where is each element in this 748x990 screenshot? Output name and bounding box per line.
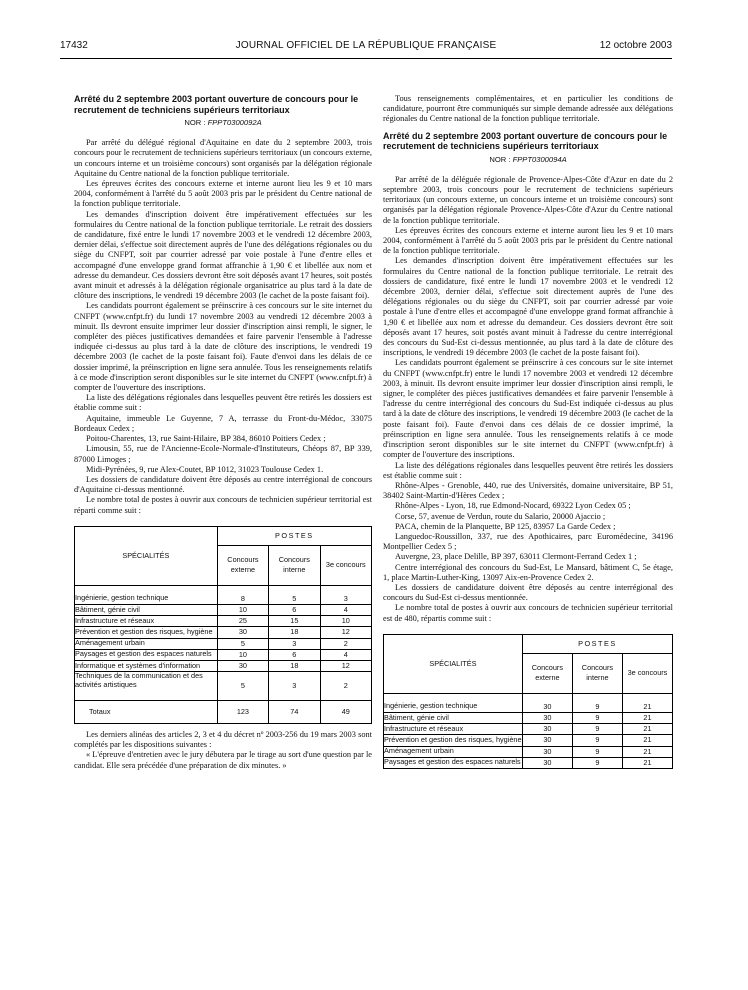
spec-cell: Informatique et systèmes d'information — [75, 660, 218, 671]
intro-paragraph: Tous renseignements complémentaires, et en particulier les conditions de candidature, pourront être communiqués sur simple demande adressée aux délégations régionales du Centre national de la fonction publique territoriale. — [383, 94, 673, 124]
col-header-externe: Concours externe — [217, 545, 268, 585]
page-header — [60, 40, 672, 56]
value-cell: 10 — [217, 604, 268, 615]
table-row — [75, 585, 372, 604]
paragraph: Les demandes d'inscription doivent être impérativement effectuées sur les formulaires du Centre national de la fonction publique territoriale. Le retrait des dossiers de candidature, fixé entre le lundi 17 novembre 2003 et le vendredi 12 décembre 2003, dernier délai, s'effectue soit directement auprès de l'une des délégations régionales ou du siège du CNFPT, soit par courrier adressé par voie postale à l'une d'entre elles et accompagné d'une enveloppe grand format affranchie à 1,90 € et libellée aux nom et adresse du demandeur. Ces dossiers devront être soit déposés avant 17 heures, soit postés avant minuit à l'adresse du centre interrégional des concours du Sud-Est ci-dessus mentionnée, au plus tard à la date de clôture des inscriptions, le vendredi 19 décembre 2003 (le cachet de la poste faisant foi). — [383, 256, 673, 358]
value-cell: 30 — [522, 757, 572, 768]
spec-cell: Bâtiment, génie civil — [384, 712, 523, 723]
value-cell: 5 — [217, 638, 268, 649]
paragraph: Les derniers alinéas des articles 2, 3 et 4 du décret nº 2003-256 du 19 mars 2003 sont complétés par les dispositions suivantes : — [74, 729, 372, 750]
value-cell: 21 — [622, 757, 672, 768]
spec-cell: Infrastructure et réseaux — [384, 724, 523, 735]
value-cell: 30 — [522, 724, 572, 735]
value-cell: 6 — [269, 649, 320, 660]
postes-header: POSTES — [217, 526, 371, 545]
value-cell: 21 — [622, 724, 672, 735]
value-cell: 30 — [522, 712, 572, 723]
paragraph: Le nombre total de postes à ouvrir aux concours de technicien supérieur territorial est de 480, répartis comme suit : — [383, 603, 673, 623]
value-cell: 3 — [269, 638, 320, 649]
right-column — [383, 94, 673, 769]
paragraph: Les candidats pourront également se préinscrire à ces concours sur le site internet du CNFPT (www.cnfpt.fr) du lundi 17 novembre 2003 au vendredi 12 décembre 2003 à minuit. Ils devront ensuite imprimer leur dossier d'inscription ainsi rempli, le signer, le compléter des pièces justificatives demandées et faire parvenir l'ensemble à l'adresse indiquée ci-dessus au plus tard à la date de clôture des inscriptions, le vendredi 19 décembre 2003 (le cachet de la poste faisant foi). Faute d'envoi dans les délais de ce dossier imprimé, la préinscription en ligne sera annulée. Tous les renseignements relatifs à ce mode d'inscription seront disponibles sur le site internet du CNFPT (www.cnfpt.fr) à compter de l'ouverture des inscriptions. — [74, 301, 372, 393]
nor-label: NOR : — [184, 118, 206, 127]
spec-cell: Prévention et gestion des risques, hygiène — [384, 735, 523, 746]
value-cell: 25 — [217, 616, 268, 627]
header-rule — [60, 58, 672, 59]
paragraph: Corse, 57, avenue de Verdun, route du Salario, 20000 Ajaccio ; — [395, 511, 606, 521]
paragraph: Par arrêté du délégué régional d'Aquitaine en date du 2 septembre 2003, trois concours pour le recrutement de techniciens supérieurs territoriaux (un concours externe, un concours interne et un troisième concours) sont organisés par la délégation régionale Aquitaine du Centre national de la fonction publique territoriale. — [74, 138, 372, 178]
value-cell: 5 — [217, 672, 268, 701]
value-cell: 12 — [320, 627, 371, 638]
table-row — [75, 649, 372, 660]
spec-header: SPÉCIALITÉS — [75, 526, 218, 585]
postes-table — [74, 526, 372, 724]
paragraph: Auvergne, 23, place Delille, BP 397, 63011 Clermont-Ferrand Cedex 1 ; — [395, 552, 637, 562]
paragraph: Aquitaine, immeuble Le Guyenne, 7 A, terrasse du Front-du-Médoc, 33075 Bordeaux Cedex ; — [74, 413, 372, 433]
value-cell: 3 — [269, 672, 320, 701]
left-column — [74, 94, 372, 771]
paragraph: La liste des délégations régionales dans lesquelles peuvent être retirés les dossiers est établie comme suit : — [74, 393, 372, 413]
value-cell: 10 — [217, 649, 268, 660]
paragraph: Les épreuves écrites des concours externe et interne auront lieu les 9 et 10 mars 2004, conformément à l'arrêté du 5 août 2003 pris par le président du Centre national de la fonction publique territoriale. — [74, 179, 372, 209]
value-cell: 30 — [522, 746, 572, 757]
value-cell: 4 — [320, 649, 371, 660]
value-cell: 30 — [522, 735, 572, 746]
spec-cell: Prévention et gestion des risques, hygiène — [75, 627, 218, 638]
nor-reference — [383, 155, 673, 165]
table-row — [384, 746, 673, 757]
paragraph: La liste des délégations régionales dans lesquelles peuvent être retirés les dossiers est établie comme suit : — [383, 460, 673, 480]
paragraph: Languedoc-Roussillon, 337, rue des Apothicaires, parc Euromédecine, 34196 Montpellier Cedex 5 ; — [383, 531, 673, 552]
nor-label: NOR : — [489, 154, 511, 164]
table-row — [384, 735, 673, 746]
table-row — [384, 693, 673, 712]
table-row — [75, 616, 372, 627]
value-cell: 9 — [572, 712, 622, 723]
paragraph: Midi-Pyrénées, 9, rue Alex-Coutet, BP 1012, 31023 Toulouse Cedex 1. — [86, 464, 324, 474]
value-cell: 2 — [320, 672, 371, 701]
postes-header: POSTES — [522, 634, 672, 653]
journal-title: JOURNAL OFFICIEL DE LA RÉPUBLIQUE FRANÇAISE — [235, 40, 497, 51]
table-row — [75, 627, 372, 638]
paragraph: Les dossiers de candidature doivent être déposés au centre interrégional des concours du Sud-Est ci-dessus mentionnée. — [383, 582, 673, 603]
paragraph: Centre interrégional des concours du Sud-Est, Le Mansard, bâtiment C, 5e étage, 1, place Martin-Luther-King, 13097 Aix-en-Provence Cedex 2. — [383, 562, 673, 582]
paragraph: Rhône-Alpes - Grenoble, 440, rue des Universités, domaine universitaire, BP 51, 38402 Saint-Martin-d'Hères Cedex ; — [383, 480, 673, 501]
spec-cell: Techniques de la communication et des activités artistiques — [75, 672, 218, 701]
total-value: 49 — [320, 700, 371, 723]
table-row — [384, 724, 673, 735]
col-header-interne: Concours interne — [572, 653, 622, 693]
table-row — [75, 604, 372, 615]
paragraph: Les demandes d'inscription doivent être impérativement effectuées sur les formulaires du Centre national de la fonction publique territoriale. Le retrait des dossiers de candidature, fixé entre le lundi 17 novembre 2003 et le vendredi 12 décembre 2003, dernier délai, s'effectue soit directement auprès de l'une des délégations régionales ou du siège du CNFPT, soit par courrier adressé par voie postale à l'une d'entre elles et accompagné d'une enveloppe grand format affranchie à 1,90 € et libellée aux nom et adresse du demandeur. Ces dossiers devront être soit déposés avant 17 heures, soit postés avant minuit et adressés à la délégation régionale organisatrice au plus tard à la date de clôture des inscriptions, le vendredi 19 décembre 2003 (le cachet de la poste faisant foi). — [74, 209, 372, 301]
value-cell: 12 — [320, 660, 371, 671]
spec-cell: Paysages et gestion des espaces naturels — [75, 649, 218, 660]
value-cell: 6 — [269, 604, 320, 615]
postes-table — [383, 634, 673, 769]
paragraph: Le nombre total de postes à ouvrir aux concours de technicien supérieur territorial est réparti comme suit : — [74, 495, 372, 515]
value-cell: 2 — [320, 638, 371, 649]
issue-date: 12 octobre 2003 — [599, 40, 672, 51]
value-cell: 30 — [522, 693, 572, 712]
article-title: Arrêté du 2 septembre 2003 portant ouverture de concours pour le recrutement de techniciens supérieurs territoriaux — [383, 130, 668, 152]
table-row — [75, 660, 372, 671]
value-cell: 21 — [622, 735, 672, 746]
total-label: Totaux — [75, 700, 218, 723]
col-header-troisieme: 3e concours — [320, 545, 371, 585]
table-row — [75, 672, 372, 701]
spec-cell: Infrastructure et réseaux — [75, 616, 218, 627]
paragraph: « L'épreuve d'entretien avec le jury débutera par le tirage au sort d'une question par le candidat. Elle sera précédée d'une préparation de dix minutes. » — [74, 750, 372, 770]
value-cell: 21 — [622, 712, 672, 723]
paragraph: Les épreuves écrites des concours externe et interne auront lieu les 9 et 10 mars 2004, conformément à l'arrêté du 5 août 2003 pris par le président du Centre national de la fonction publique territoriale. — [383, 225, 673, 256]
total-value: 74 — [269, 700, 320, 723]
value-cell: 10 — [320, 616, 371, 627]
paragraph: Poitou-Charentes, 13, rue Saint-Hilaire, BP 384, 86010 Poitiers Cedex ; — [86, 434, 326, 444]
total-row — [75, 700, 372, 723]
col-header-troisieme: 3e concours — [622, 653, 672, 693]
nor-code: FPPT0300094A — [512, 154, 567, 164]
spec-cell: Aménagement urbain — [75, 638, 218, 649]
value-cell: 21 — [622, 746, 672, 757]
spec-header: SPÉCIALITÉS — [384, 634, 523, 693]
value-cell: 18 — [269, 660, 320, 671]
paragraph: Limousin, 55, rue de l'Ancienne-Ecole-Normale-d'Instituteurs, Chéops 87, BP 339, 87000 Limoges ; — [74, 444, 372, 464]
paragraph: Les dossiers de candidature doivent être déposés au centre interrégional de concours d'Aquitaine ci-dessus mentionné. — [74, 474, 372, 495]
article-title: Arrêté du 2 septembre 2003 portant ouverture de concours pour le recrutement de techniciens supérieurs territoriaux — [74, 94, 359, 115]
value-cell: 9 — [572, 724, 622, 735]
value-cell: 30 — [217, 660, 268, 671]
value-cell: 9 — [572, 693, 622, 712]
paragraph: Par arrêté de la déléguée régionale de Provence-Alpes-Côte d'Azur en date du 2 septembre 2003, trois concours pour le recrutement de techniciens supérieurs territoriaux (un concours externe, un concours interne et un troisième concours) sont organisés par la délégation régionale Provence-Alpes-Côte d'Azur du Centre national de la fonction publique territoriale. — [383, 174, 673, 225]
spec-cell: Bâtiment, génie civil — [75, 604, 218, 615]
table-row — [384, 757, 673, 768]
total-value: 123 — [217, 700, 268, 723]
nor-reference — [74, 118, 372, 128]
col-header-interne: Concours interne — [269, 545, 320, 585]
spec-cell: Paysages et gestion des espaces naturels — [384, 757, 523, 768]
value-cell: 30 — [217, 627, 268, 638]
page-number: 17432 — [60, 40, 88, 51]
value-cell: 3 — [320, 585, 371, 604]
value-cell: 4 — [320, 604, 371, 615]
spec-cell: Ingénierie, gestion technique — [75, 585, 218, 604]
col-header-externe: Concours externe — [522, 653, 572, 693]
value-cell: 8 — [217, 585, 268, 604]
paragraph: Rhône-Alpes - Lyon, 18, rue Edmond-Nocard, 69322 Lyon Cedex 05 ; — [395, 501, 631, 511]
value-cell: 18 — [269, 627, 320, 638]
paragraph: PACA, chemin de la Planquette, BP 125, 83957 La Garde Cedex ; — [395, 521, 616, 531]
spec-cell: Aménagement urbain — [384, 746, 523, 757]
value-cell: 9 — [572, 757, 622, 768]
value-cell: 9 — [572, 735, 622, 746]
nor-code: FPPT0300092A — [207, 118, 262, 127]
value-cell: 9 — [572, 746, 622, 757]
value-cell: 21 — [622, 693, 672, 712]
value-cell: 15 — [269, 616, 320, 627]
value-cell: 5 — [269, 585, 320, 604]
table-row — [75, 638, 372, 649]
table-row — [384, 712, 673, 723]
paragraph: Les candidats pourront également se préinscrire à ces concours sur le site internet du CNFPT (www.cnfpt.fr) entre le lundi 17 novembre 2003 et vendredi 12 décembre 2003, à minuit. Ils devront ensuite imprimer leur dossier d'inscription ainsi rempli, le signer, le compléter des pièces justificatives demandées et faire parvenir l'ensemble à l'adresse du centre interrégional des concours du Sud-Est indiquée ci-dessus au plus tard à la date de clôture des inscriptions, le vendredi 19 décembre 2003 (le cachet de la poste faisant foi). Faute d'envoi dans ces délais de ce dossier imprimé, la préinscription en ligne sera annulée. Tous les renseignements relatifs à ce mode d'inscription seront disponibles sur le site internet du CNFPT (www.cnfpt.fr) à compter de l'ouverture des inscriptions. — [383, 358, 673, 460]
spec-cell: Ingénierie, gestion technique — [384, 693, 523, 712]
